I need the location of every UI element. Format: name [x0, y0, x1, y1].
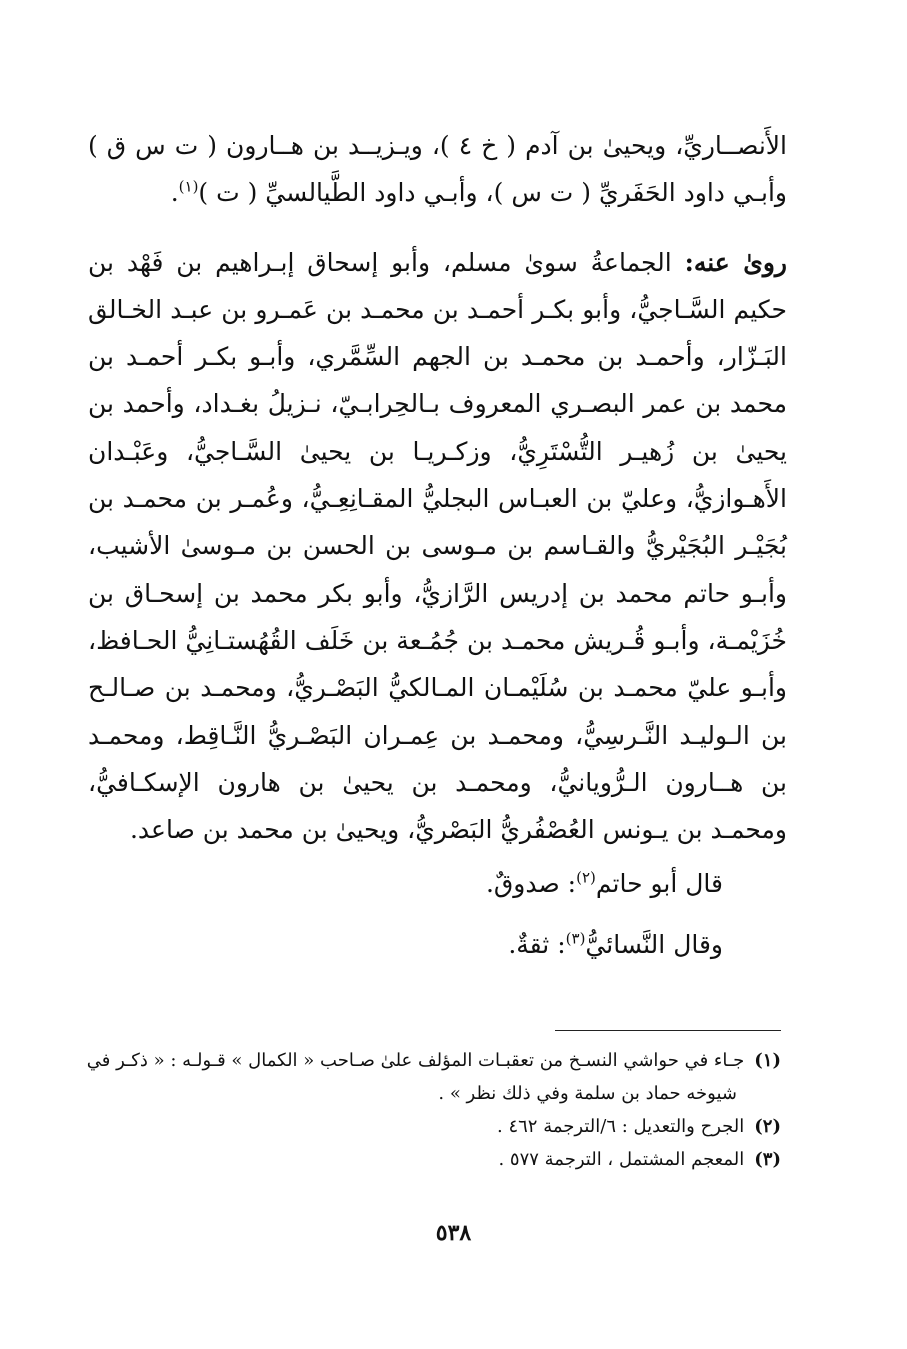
opening-text: الأَنصــاريِّ، ويحيىٰ بن آدم ( خ ٤ )، ويـزيــد بن هــارون ( ت س ق ) وأبـي داود الحَفَريِّ ( ت س )، وأبـي داود الطَّيالسيِّ ( ت ): [88, 131, 788, 208]
narrated-text: الجماعةُ سوىٰ مسلم، وأبو إسحاق إبـراهيم بن فَهْد بن حكيم السَّـاجيُّ، وأبو بكـر أحمـد بن محمـد بن عَمـرو بن عبـد الخـالق البَـزّار، وأحمـد بن محمـد بن الجهم السِّمَّري، وأبـو بكـر أحمـد بن محمد بن عمر البصـري المعروف بـالحِرابـيّ، نـزيلُ بغـداد، وأحمد بن يحيىٰ بن زُهيـر التُّسْتَرِيُّ، وزكـريـا بن يحيىٰ السَّـاجيُّ، وعَبْـدان الأَهـوازيُّ، وعليّ بن العبـاس البجليُّ المقـانِعِـيُّ، وعُمـر بن محمـد بن بُجَيْـر البُجَيْريُّ والقـاسم بن مـوسى بن الحسن بن مـوسىٰ الأشيب، وأبـو حاتم محمد بن إدريس الرَّازيُّ، وأبو بكر محمد بن إسحـاق بن خُزَيْمـة، وأبـو قُـريش محمـد بن جُمُـعة بن خَلَف القُهُستـانِيُّ الحـافظ، وأبـو عليّ محمـد بن سُلَيْمـان المـالكيُّ البَصْـريُّ، ومحمـد بن صـالـح بن الـوليـد النَّـرسِيُّ، ومحمـد بن عِمـران البَصْـريُّ النَّـاقِط، ومحمـد بن هــارون الـرُّويانيُّ، ومحمـد بن يحيىٰ بن هارون الإسكـافيُّ، ومحمـد بن يـونس العُصْفُريُّ البَصْريُّ، ويحيىٰ بن محمد بن صاعد.: [88, 247, 787, 845]
page-number: ٥٣٨: [435, 1220, 472, 1246]
footnote-text: شيوخه حماد بن سلمة وفي ذلك نظر » .: [438, 1083, 737, 1104]
footnote-ref-1[interactable]: (١): [178, 177, 199, 196]
footnote-text: المعجم المشتمل ، الترجمة ٥٧٧ .: [498, 1149, 745, 1170]
footnote-number: (١): [754, 1050, 781, 1071]
quote1-end: : صدوقٌ.: [485, 869, 577, 899]
narrated-label: روىٰ عنه:: [684, 247, 787, 277]
quote2-end: : ثقةٌ.: [508, 930, 566, 960]
footnote-text: جـاء في حواشي النسـخ من تعقبـات المؤلف علىٰ صـاحب « الكمال » قـولـه : « ذكـر في: [86, 1050, 745, 1071]
footnote-2: [80, 1110, 781, 1143]
footnote-divider: [555, 1030, 781, 1031]
footnote-3: [80, 1143, 781, 1176]
opening-paragraph: [88, 122, 787, 217]
main-text: [88, 122, 787, 975]
footnote-number: (٢): [754, 1116, 781, 1137]
quote1-text: قال أبو حاتم: [595, 869, 723, 899]
quote2-text: وقال النَّسائيُّ: [585, 930, 723, 960]
quote-abu-hatim: [88, 853, 787, 914]
narrators-paragraph: [88, 239, 787, 854]
footnote-ref-3[interactable]: (٣): [565, 930, 586, 949]
footnotes: [80, 1044, 781, 1176]
footnote-1-continuation: [80, 1077, 781, 1110]
footnote-1: [80, 1044, 781, 1077]
opening-end: .: [170, 178, 179, 208]
footnote-text: الجرح والتعديل : ٦/الترجمة ٤٦٢ .: [497, 1116, 745, 1137]
footnote-number: (٣): [754, 1149, 781, 1170]
quote-nasai: [88, 914, 787, 975]
footnote-ref-2[interactable]: (٢): [576, 869, 596, 888]
